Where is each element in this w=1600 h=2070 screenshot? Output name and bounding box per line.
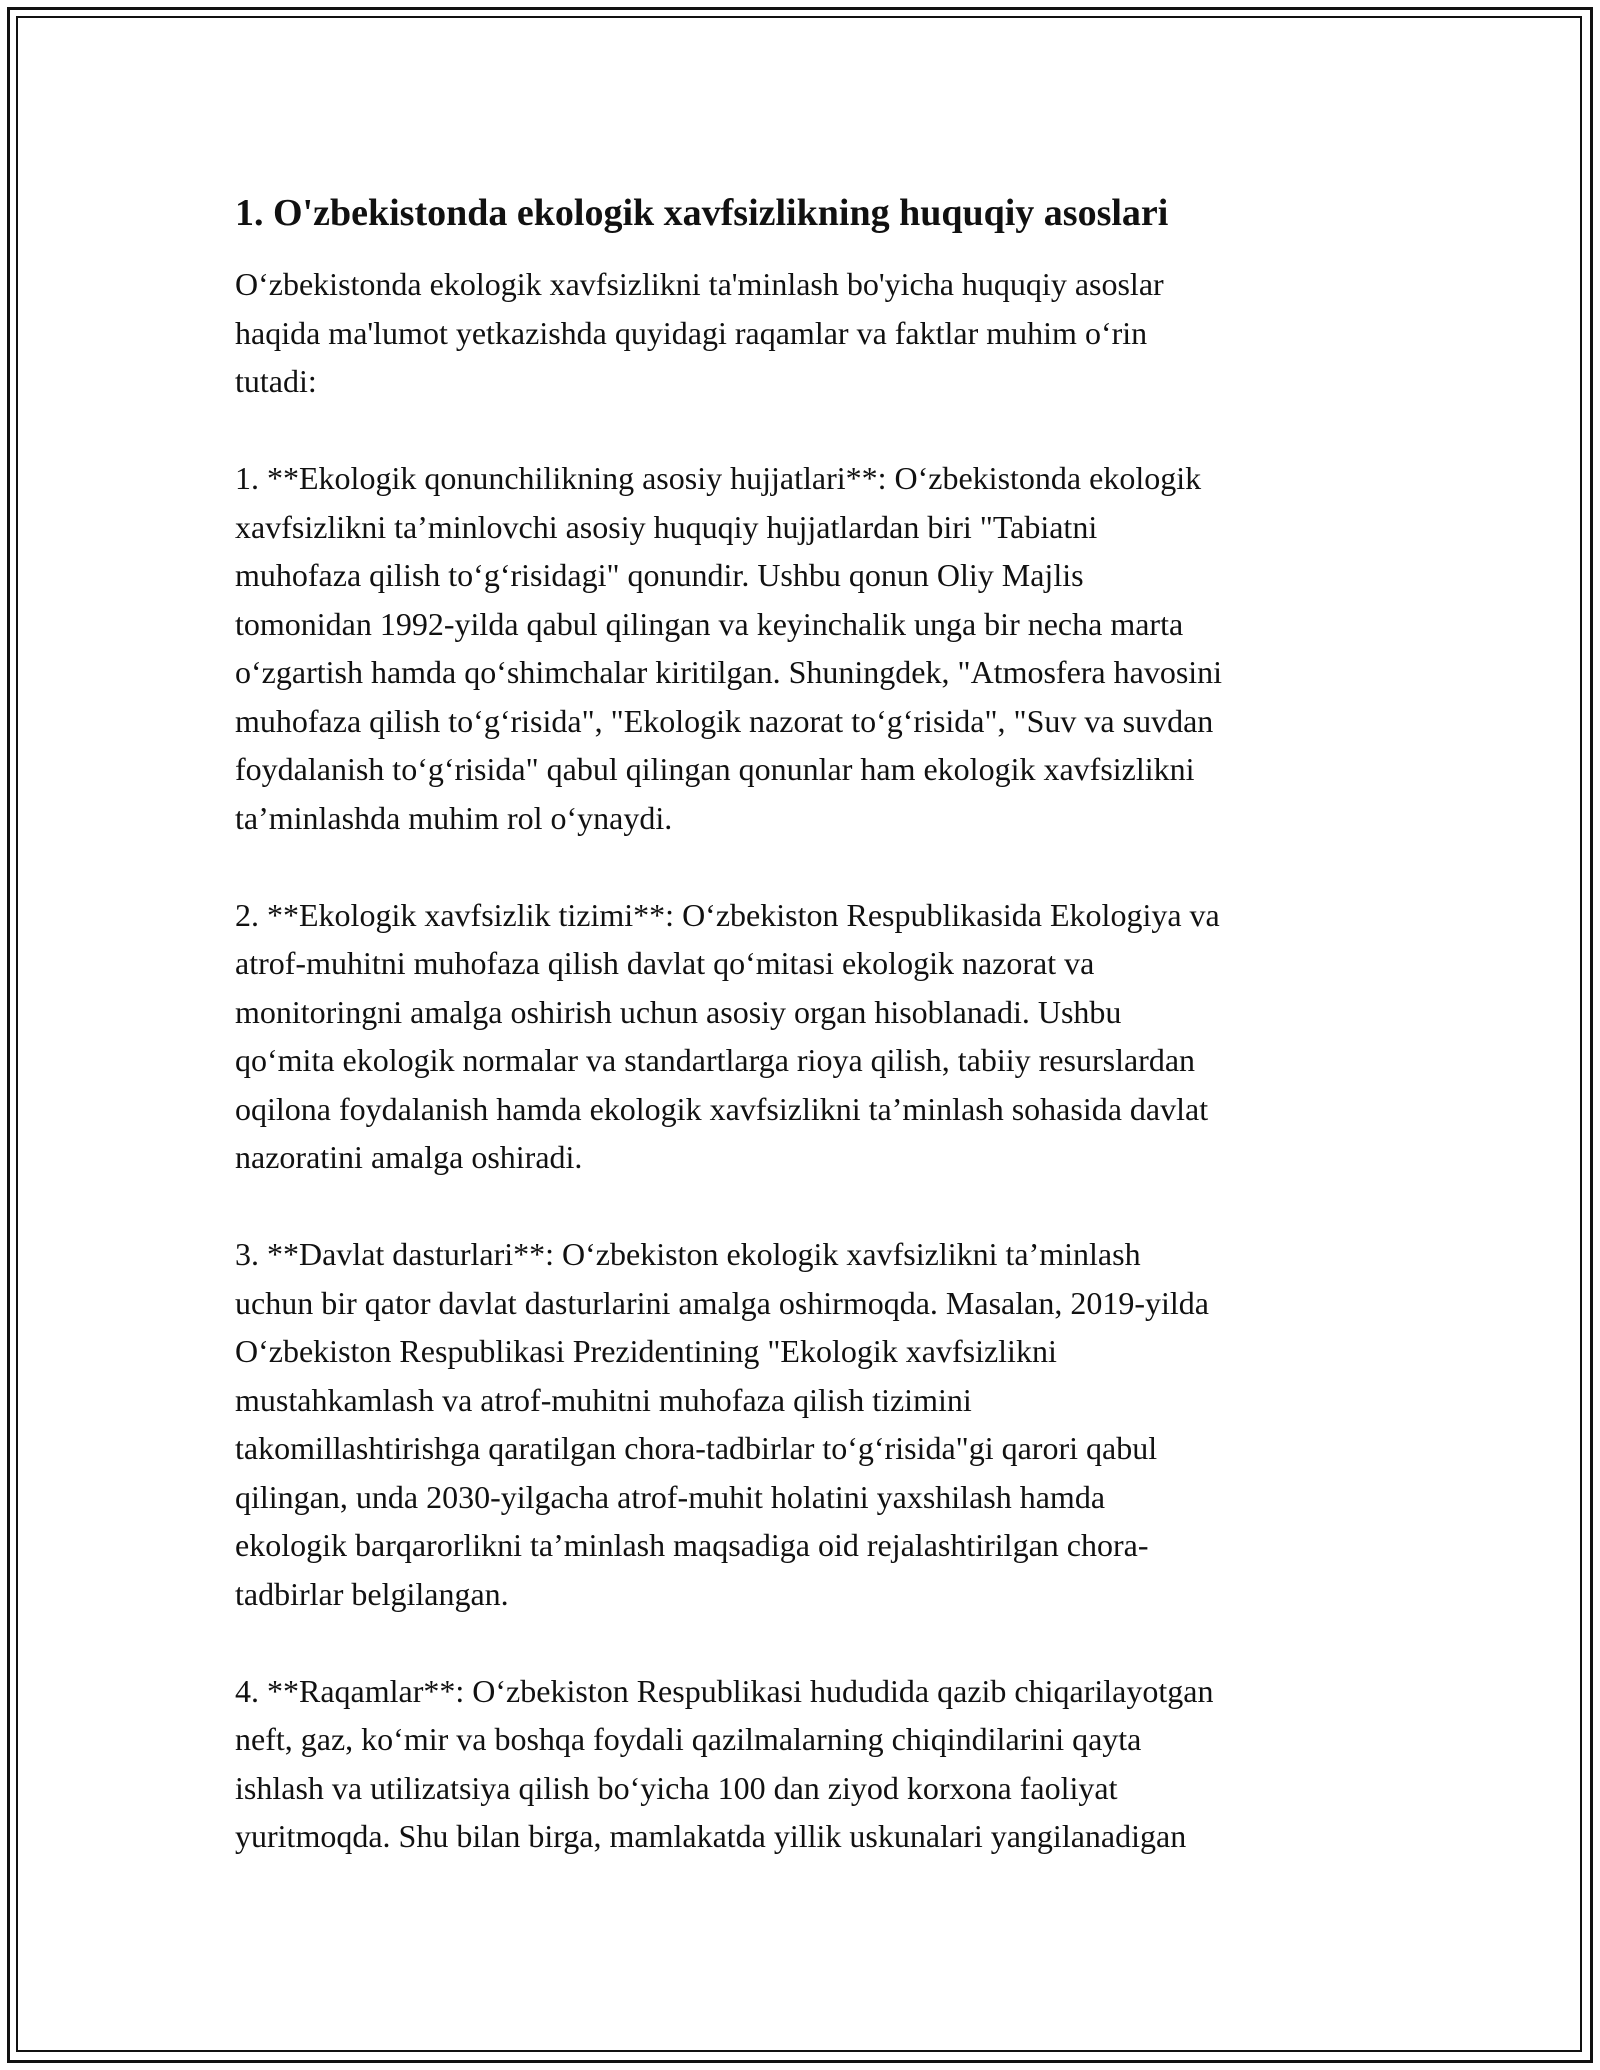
paragraph-state-programs: 3. **Davlat dasturlari**: O‘zbekiston ekologik xavfsizlikni ta’minlash uchun bir qator davlat dasturlarini amalga oshirmoqda. Masalan, 2019-yilda O‘zbekiston Respublikasi Prezidentining "Ekologik xavfsizlikni mustahkamlash va atrof-muhitni muhofaza qilish tizimini takomillashtirishga qaratilgan chora-tadbirlar to‘g‘risida"gi qarori qabul qilingan, unda 2030-yilgacha atrof-muhit holatini yaxshilash hamda ekologik barqarorlikni ta’minlash maqsadiga oid rejalashtirilgan chora- tadbirlar belgilangan. — [235, 1236, 1209, 1612]
paragraph-figures: 4. **Raqamlar**: O‘zbekiston Respublikasi hududida qazib chiqarilayotgan neft, gaz, ko‘mir va boshqa foydali qazilmalarning chiqindilarini qayta ishlash va utilizatsiya qilish bo‘yicha 100 dan ziyod korxona faoliyat yuritmoqda. Shu bilan birga, mamlakatda yillik uskunalari yangilanadigan — [235, 1672, 1214, 1854]
section-heading: 1. O'zbekistonda ekologik xavfsizlikning huquqiy asoslari — [235, 192, 1169, 234]
paragraph-safety-system: 2. **Ekologik xavfsizlik tizimi**: O‘zbekiston Respublikasida Ekologiya va atrof-muhitni muhofaza qilish davlat qo‘mitasi ekologik nazorat va monitoringni amalga oshirish uchun asosiy organ hisoblanadi. Ushbu qo‘mita ekologik normalar va standartlarga rioya qilish, tabiiy resurslardan oqilona foydalanish hamda ekologik xavfsizlikni ta’minlash sohasida davlat nazoratini amalga oshiradi. — [235, 896, 1220, 1175]
paragraph-legislation: 1. **Ekologik qonunchilikning asosiy hujjatlari**: O‘zbekistonda ekologik xavfsizlikni ta’minlovchi asosiy huquqiy hujjatlardan biri "Tabiatni muhofaza qilish to‘g‘risidagi" qonundir. Ushbu qonun Oliy Majlis tomonidan 1992-yilda qabul qilingan va keyinchalik unga bir necha marta o‘zgartish hamda qo‘shimchalar kiritilgan. Shuningdek, "Atmosfera havosini muhofaza qilish to‘g‘risida", "Ekologik nazorat to‘g‘risida", "Suv va suvdan foydalanish to‘g‘risida" qabul qilingan qonunlar ham ekologik xavfsizlikni ta’minlashda muhim rol o‘ynaydi. — [235, 460, 1223, 836]
intro-paragraph: O‘zbekistonda ekologik xavfsizlikni ta'minlash bo'yicha huquqiy asoslar haqida ma'lumot yetkazishda quyidagi raqamlar va faktlar muhim o‘rin tutadi: — [235, 266, 1164, 399]
document-body — [235, 188, 1375, 1861]
